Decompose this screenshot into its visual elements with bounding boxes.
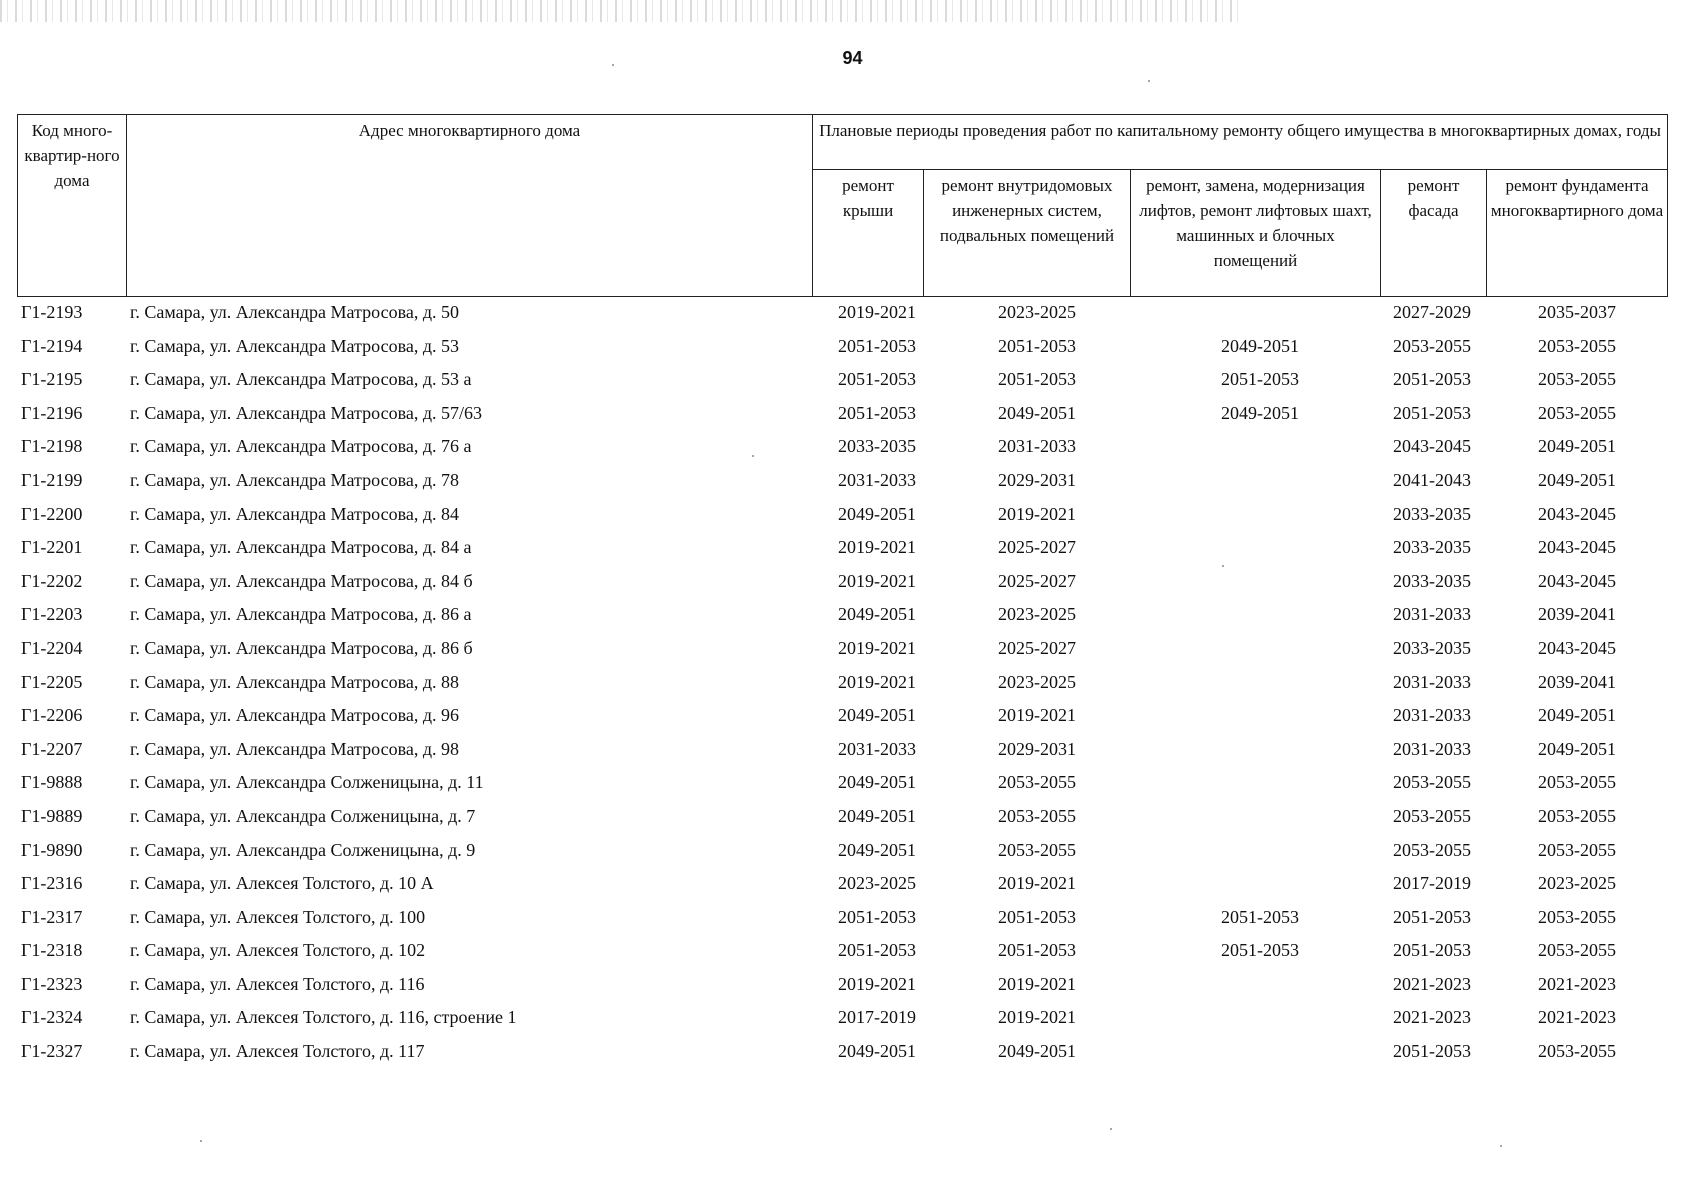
row-code: Г1-2200 bbox=[21, 503, 83, 524]
row-code: Г1-2207 bbox=[21, 738, 83, 759]
row-address: г. Самара, ул. Алексея Толстого, д. 100 bbox=[130, 906, 426, 927]
table-row bbox=[17, 431, 1667, 465]
row-lifts: 2051-2053 bbox=[1221, 369, 1299, 390]
row-facade: 2053-2055 bbox=[1393, 839, 1471, 860]
row-address: г. Самара, ул. Александра Матросова, д. 84 а bbox=[130, 537, 472, 558]
scan-noise bbox=[0, 0, 1240, 22]
row-facade: 2033-2035 bbox=[1393, 637, 1471, 658]
row-address: г. Самара, ул. Алексея Толстого, д. 116, строение 1 bbox=[130, 1007, 517, 1028]
row-engineering: 2049-2051 bbox=[998, 1041, 1076, 1062]
header-foundation: ремонт фундамента многоквартирного дома bbox=[1487, 170, 1668, 297]
scan-speck bbox=[1148, 80, 1150, 82]
row-engineering: 2053-2055 bbox=[998, 839, 1076, 860]
row-address: г. Самара, ул. Алексея Толстого, д. 10 А bbox=[130, 873, 434, 894]
row-engineering: 2019-2021 bbox=[998, 873, 1076, 894]
row-address: г. Самара, ул. Александра Солженицына, д. 9 bbox=[130, 839, 476, 860]
scan-speck bbox=[200, 1140, 202, 1142]
row-engineering: 2051-2053 bbox=[998, 335, 1076, 356]
row-facade: 2031-2033 bbox=[1393, 604, 1471, 625]
row-code: Г1-2206 bbox=[21, 705, 83, 726]
row-foundation: 2049-2051 bbox=[1538, 436, 1616, 457]
row-roof: 2023-2025 bbox=[838, 873, 916, 894]
row-address: г. Самара, ул. Александра Матросова, д. 96 bbox=[130, 705, 459, 726]
row-engineering: 2019-2021 bbox=[998, 1007, 1076, 1028]
row-code: Г1-2324 bbox=[21, 1007, 83, 1028]
table-row bbox=[17, 633, 1667, 667]
table-row bbox=[17, 969, 1667, 1003]
row-facade: 2053-2055 bbox=[1393, 805, 1471, 826]
page-number: 94 bbox=[842, 48, 863, 68]
row-code: Г1-2318 bbox=[21, 940, 83, 961]
row-facade: 2021-2023 bbox=[1393, 973, 1471, 994]
row-engineering: 2051-2053 bbox=[998, 369, 1076, 390]
row-roof: 2019-2021 bbox=[838, 570, 916, 591]
table-row bbox=[17, 902, 1667, 936]
row-roof: 2051-2053 bbox=[838, 940, 916, 961]
row-foundation: 2039-2041 bbox=[1538, 671, 1616, 692]
scan-speck bbox=[752, 455, 754, 457]
row-code: Г1-2196 bbox=[21, 402, 83, 423]
row-engineering: 2053-2055 bbox=[998, 772, 1076, 793]
row-foundation: 2053-2055 bbox=[1538, 772, 1616, 793]
scan-speck bbox=[1500, 1145, 1502, 1147]
row-code: Г1-2203 bbox=[21, 604, 83, 625]
row-foundation: 2043-2045 bbox=[1538, 637, 1616, 658]
table-row bbox=[17, 1036, 1667, 1070]
row-roof: 2031-2033 bbox=[838, 469, 916, 490]
row-lifts: 2049-2051 bbox=[1221, 335, 1299, 356]
row-roof: 2049-2051 bbox=[838, 604, 916, 625]
row-facade: 2043-2045 bbox=[1393, 436, 1471, 457]
row-code: Г1-2317 bbox=[21, 906, 83, 927]
row-code: Г1-2316 bbox=[21, 873, 83, 894]
row-facade: 2051-2053 bbox=[1393, 1041, 1471, 1062]
row-facade: 2031-2033 bbox=[1393, 705, 1471, 726]
row-code: Г1-2327 bbox=[21, 1041, 83, 1062]
row-engineering: 2025-2027 bbox=[998, 570, 1076, 591]
table-row bbox=[17, 599, 1667, 633]
row-code: Г1-2193 bbox=[21, 302, 83, 322]
row-address: г. Самара, ул. Александра Матросова, д. 53 bbox=[130, 335, 459, 356]
scan-speck bbox=[612, 64, 614, 66]
row-code: Г1-2195 bbox=[21, 369, 83, 390]
table-row bbox=[17, 331, 1667, 365]
row-roof: 2049-2051 bbox=[838, 772, 916, 793]
row-address: г. Самара, ул. Александра Матросова, д. 78 bbox=[130, 469, 459, 490]
row-foundation: 2053-2055 bbox=[1538, 839, 1616, 860]
scan-speck bbox=[1110, 1128, 1112, 1130]
row-engineering: 2019-2021 bbox=[998, 705, 1076, 726]
table-row bbox=[17, 801, 1667, 835]
row-facade: 2033-2035 bbox=[1393, 537, 1471, 558]
row-code: Г1-9889 bbox=[21, 805, 83, 826]
table-row bbox=[17, 700, 1667, 734]
row-facade: 2027-2029 bbox=[1393, 302, 1471, 322]
table-row bbox=[17, 835, 1667, 869]
row-address: г. Самара, ул. Александра Матросова, д. 57/63 bbox=[130, 402, 482, 423]
table-row bbox=[17, 566, 1667, 600]
row-roof: 2049-2051 bbox=[838, 805, 916, 826]
row-foundation: 2053-2055 bbox=[1538, 906, 1616, 927]
header-address: Адрес многоквартирного дома bbox=[127, 115, 813, 297]
row-facade: 2031-2033 bbox=[1393, 738, 1471, 759]
row-roof: 2019-2021 bbox=[838, 637, 916, 658]
table-row bbox=[17, 499, 1667, 533]
row-facade: 2053-2055 bbox=[1393, 772, 1471, 793]
row-engineering: 2023-2025 bbox=[998, 302, 1076, 322]
row-lifts: 2051-2053 bbox=[1221, 940, 1299, 961]
table-body bbox=[17, 297, 1667, 1070]
row-engineering: 2025-2027 bbox=[998, 637, 1076, 658]
row-engineering: 2025-2027 bbox=[998, 537, 1076, 558]
row-foundation: 2023-2025 bbox=[1538, 873, 1616, 894]
row-roof: 2049-2051 bbox=[838, 1041, 916, 1062]
row-facade: 2033-2035 bbox=[1393, 570, 1471, 591]
row-foundation: 2021-2023 bbox=[1538, 1007, 1616, 1028]
row-address: г. Самара, ул. Александра Матросова, д. 53 а bbox=[130, 369, 472, 390]
row-address: г. Самара, ул. Александра Матросова, д. 98 bbox=[130, 738, 459, 759]
row-engineering: 2029-2031 bbox=[998, 738, 1076, 759]
header-lifts: ремонт, замена, модернизация лифтов, ремонт лифтовых шахт, машинных и блочных помещений bbox=[1131, 170, 1381, 297]
row-foundation: 2049-2051 bbox=[1538, 738, 1616, 759]
table-row bbox=[17, 667, 1667, 701]
row-engineering: 2031-2033 bbox=[998, 436, 1076, 457]
row-code: Г1-2201 bbox=[21, 537, 83, 558]
row-engineering: 2029-2031 bbox=[998, 469, 1076, 490]
row-facade: 2051-2053 bbox=[1393, 906, 1471, 927]
row-roof: 2019-2021 bbox=[838, 973, 916, 994]
row-code: Г1-2199 bbox=[21, 469, 83, 490]
row-engineering: 2023-2025 bbox=[998, 604, 1076, 625]
row-foundation: 2053-2055 bbox=[1538, 940, 1616, 961]
row-roof: 2031-2033 bbox=[838, 738, 916, 759]
row-facade: 2051-2053 bbox=[1393, 402, 1471, 423]
row-code: Г1-2204 bbox=[21, 637, 83, 658]
row-engineering: 2019-2021 bbox=[998, 973, 1076, 994]
row-facade: 2041-2043 bbox=[1393, 469, 1471, 490]
row-address: г. Самара, ул. Алексея Толстого, д. 102 bbox=[130, 940, 426, 961]
row-engineering: 2049-2051 bbox=[998, 402, 1076, 423]
row-code: Г1-9888 bbox=[21, 772, 83, 793]
row-foundation: 2035-2037 bbox=[1538, 302, 1616, 322]
table-row bbox=[17, 297, 1667, 331]
table-header bbox=[17, 114, 1668, 297]
header-facade: ремонт фасада bbox=[1381, 170, 1487, 297]
row-roof: 2051-2053 bbox=[838, 369, 916, 390]
row-address: г. Самара, ул. Александра Матросова, д. 86 б bbox=[130, 637, 473, 658]
row-roof: 2019-2021 bbox=[838, 671, 916, 692]
row-foundation: 2039-2041 bbox=[1538, 604, 1616, 625]
row-facade: 2051-2053 bbox=[1393, 940, 1471, 961]
row-address: г. Самара, ул. Александра Матросова, д. 84 б bbox=[130, 570, 473, 591]
row-address: г. Самара, ул. Александра Матросова, д. 50 bbox=[130, 302, 459, 322]
row-facade: 2053-2055 bbox=[1393, 335, 1471, 356]
row-foundation: 2049-2051 bbox=[1538, 705, 1616, 726]
row-facade: 2017-2019 bbox=[1393, 873, 1471, 894]
row-code: Г1-9890 bbox=[21, 839, 83, 860]
row-foundation: 2053-2055 bbox=[1538, 369, 1616, 390]
row-lifts: 2051-2053 bbox=[1221, 906, 1299, 927]
row-roof: 2051-2053 bbox=[838, 906, 916, 927]
row-address: г. Самара, ул. Алексея Толстого, д. 117 bbox=[130, 1041, 425, 1062]
row-facade: 2031-2033 bbox=[1393, 671, 1471, 692]
row-roof: 2051-2053 bbox=[838, 402, 916, 423]
row-foundation: 2043-2045 bbox=[1538, 537, 1616, 558]
row-roof: 2049-2051 bbox=[838, 839, 916, 860]
row-roof: 2019-2021 bbox=[838, 302, 916, 322]
row-address: г. Самара, ул. Алексея Толстого, д. 116 bbox=[130, 973, 425, 994]
row-code: Г1-2198 bbox=[21, 436, 83, 457]
table-row bbox=[17, 868, 1667, 902]
row-roof: 2049-2051 bbox=[838, 503, 916, 524]
row-roof: 2019-2021 bbox=[838, 537, 916, 558]
row-code: Г1-2205 bbox=[21, 671, 83, 692]
row-code: Г1-2323 bbox=[21, 973, 83, 994]
row-foundation: 2049-2051 bbox=[1538, 469, 1616, 490]
row-engineering: 2051-2053 bbox=[998, 940, 1076, 961]
row-foundation: 2053-2055 bbox=[1538, 1041, 1616, 1062]
row-foundation: 2053-2055 bbox=[1538, 335, 1616, 356]
header-roof: ремонт крыши bbox=[813, 170, 924, 297]
row-address: г. Самара, ул. Александра Матросова, д. 76 а bbox=[130, 436, 472, 457]
row-lifts: 2049-2051 bbox=[1221, 402, 1299, 423]
row-address: г. Самара, ул. Александра Солженицына, д. 11 bbox=[130, 772, 484, 793]
row-foundation: 2043-2045 bbox=[1538, 503, 1616, 524]
row-foundation: 2053-2055 bbox=[1538, 402, 1616, 423]
row-roof: 2033-2035 bbox=[838, 436, 916, 457]
table-row bbox=[17, 935, 1667, 969]
header-periods: Плановые периоды проведения работ по капитальному ремонту общего имущества в многоквартирных домах, годы bbox=[813, 115, 1668, 170]
header-code: Код много-квартир-ного дома bbox=[18, 115, 127, 297]
header-engineering: ремонт внутридомовых инженерных систем, подвальных помещений bbox=[924, 170, 1131, 297]
row-foundation: 2053-2055 bbox=[1538, 805, 1616, 826]
row-address: г. Самара, ул. Александра Матросова, д. 84 bbox=[130, 503, 459, 524]
table-row bbox=[17, 465, 1667, 499]
table-row bbox=[17, 364, 1667, 398]
row-address: г. Самара, ул. Александра Матросова, д. 86 а bbox=[130, 604, 472, 625]
table-row bbox=[17, 398, 1667, 432]
row-facade: 2021-2023 bbox=[1393, 1007, 1471, 1028]
row-facade: 2033-2035 bbox=[1393, 503, 1471, 524]
scan-speck bbox=[1222, 565, 1224, 567]
row-foundation: 2043-2045 bbox=[1538, 570, 1616, 591]
row-engineering: 2051-2053 bbox=[998, 906, 1076, 927]
row-engineering: 2023-2025 bbox=[998, 671, 1076, 692]
row-code: Г1-2202 bbox=[21, 570, 83, 591]
row-foundation: 2021-2023 bbox=[1538, 973, 1616, 994]
row-engineering: 2053-2055 bbox=[998, 805, 1076, 826]
table-row bbox=[17, 1002, 1667, 1036]
row-engineering: 2019-2021 bbox=[998, 503, 1076, 524]
row-roof: 2049-2051 bbox=[838, 705, 916, 726]
table-row bbox=[17, 532, 1667, 566]
row-roof: 2051-2053 bbox=[838, 335, 916, 356]
row-address: г. Самара, ул. Александра Солженицына, д. 7 bbox=[130, 805, 476, 826]
row-facade: 2051-2053 bbox=[1393, 369, 1471, 390]
row-address: г. Самара, ул. Александра Матросова, д. 88 bbox=[130, 671, 459, 692]
row-code: Г1-2194 bbox=[21, 335, 83, 356]
table-row bbox=[17, 734, 1667, 768]
row-roof: 2017-2019 bbox=[838, 1007, 916, 1028]
table-row bbox=[17, 767, 1667, 801]
